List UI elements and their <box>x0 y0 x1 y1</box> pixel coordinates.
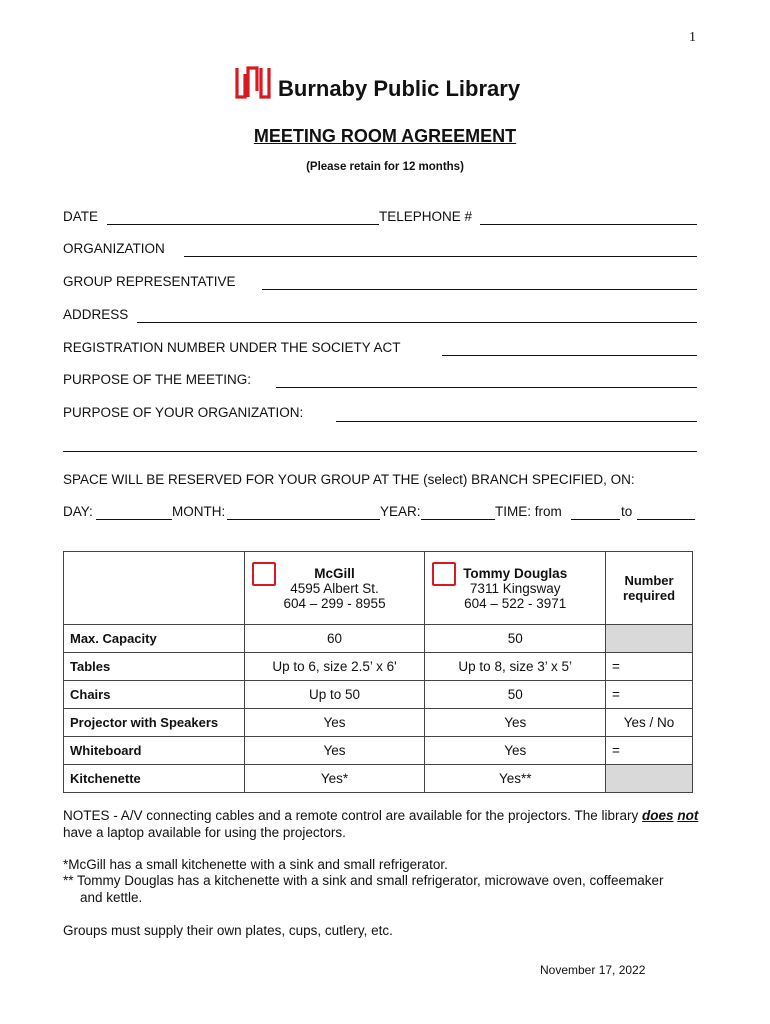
branch-tommy-douglas-cell <box>425 552 606 625</box>
mcgill-checkbox[interactable] <box>252 562 276 586</box>
number-cell-disabled <box>606 625 693 653</box>
footer-date: November 17, 2022 <box>540 963 646 977</box>
notes-emphasis-not: not <box>677 808 699 823</box>
reserve-statement: SPACE WILL BE RESERVED FOR YOUR GROUP AT THE (select) BRANCH SPECIFIED, ON: <box>63 472 635 487</box>
table-row <box>64 653 693 681</box>
year-field[interactable] <box>421 519 495 520</box>
purpose-org-label: PURPOSE OF YOUR ORGANIZATION: <box>63 405 304 420</box>
time-from-label: TIME: from <box>495 504 562 519</box>
number-header-line2: required <box>623 588 676 603</box>
notes-mcgill-kitchen: *McGill has a small kitchenette with a sink and small refrigerator. <box>63 857 448 872</box>
row-label: Whiteboard <box>64 737 245 765</box>
number-input-cell[interactable]: = <box>606 653 693 681</box>
number-cell-disabled <box>606 765 693 793</box>
notes-tommy-kitchen: ** Tommy Douglas has a kitchenette with a sink and small refrigerator, microwave oven, coffeemaker <box>63 873 664 888</box>
tommy-value: Yes <box>425 737 606 765</box>
mcgill-value: Yes <box>244 709 425 737</box>
branch-phone: 604 – 299 - 8955 <box>283 595 386 611</box>
row-label: Max. Capacity <box>64 625 245 653</box>
tommy-douglas-checkbox[interactable] <box>432 562 456 586</box>
notes-av <box>63 807 703 841</box>
organization-field[interactable] <box>184 256 697 257</box>
number-input-cell[interactable]: = <box>606 681 693 709</box>
year-label: YEAR: <box>380 504 421 519</box>
branch-name: Tommy Douglas <box>463 565 568 581</box>
number-required-header <box>606 552 693 625</box>
purpose-org-field[interactable] <box>336 421 697 422</box>
branch-name: McGill <box>314 565 355 581</box>
purpose-meeting-label: PURPOSE OF THE MEETING: <box>63 372 252 387</box>
date-label: DATE <box>63 209 99 224</box>
branch-mcgill-cell <box>244 552 425 625</box>
tommy-value: Up to 8, size 3’ x 5’ <box>425 653 606 681</box>
empty-header-cell <box>64 552 245 625</box>
day-label: DAY: <box>63 504 93 519</box>
notes-tommy-kitchen-cont: and kettle. <box>80 890 143 905</box>
mcgill-value: Yes* <box>244 765 425 793</box>
month-label: MONTH: <box>172 504 226 519</box>
telephone-label: TELEPHONE # <box>379 209 473 224</box>
row-label: Kitchenette <box>64 765 245 793</box>
purpose-org-field-continued[interactable] <box>63 451 697 452</box>
registration-label: REGISTRATION NUMBER UNDER THE SOCIETY ACT <box>63 340 401 355</box>
time-to-field[interactable] <box>637 519 695 520</box>
tommy-value: Yes <box>425 709 606 737</box>
branch-address: 7311 Kingsway <box>469 580 561 596</box>
time-to-label: to <box>621 504 633 519</box>
telephone-field[interactable] <box>480 224 697 225</box>
branch-phone: 604 – 522 - 3971 <box>464 595 567 611</box>
mcgill-value: Up to 6, size 2.5’ x 6' <box>244 653 425 681</box>
time-from-field[interactable] <box>571 519 620 520</box>
address-field[interactable] <box>137 322 697 323</box>
row-label: Tables <box>64 653 245 681</box>
notes-supplies: Groups must supply their own plates, cups, cutlery, etc. <box>63 923 393 938</box>
page-subtitle: (Please retain for 12 months) <box>306 161 464 173</box>
number-input-cell[interactable]: = <box>606 737 693 765</box>
table-header-row <box>64 552 693 625</box>
number-input-cell[interactable]: Yes / No <box>606 709 693 737</box>
notes-av-text-end: have a laptop available for using the projectors. <box>63 825 346 840</box>
number-header-line1: Number <box>624 573 674 588</box>
table-row <box>64 681 693 709</box>
tommy-value: 50 <box>425 625 606 653</box>
rooms-table <box>63 551 693 793</box>
row-label: Chairs <box>64 681 245 709</box>
group-rep-label: GROUP REPRESENTATIVE <box>63 274 236 289</box>
branch-address: 4595 Albert St. <box>290 580 379 596</box>
month-field[interactable] <box>227 519 380 520</box>
mcgill-value: 60 <box>244 625 425 653</box>
notes-emphasis-does: does <box>642 808 674 823</box>
tommy-value: Yes** <box>425 765 606 793</box>
library-logo-icon <box>234 64 272 100</box>
date-field[interactable] <box>107 224 379 225</box>
organization-label: ORGANIZATION <box>63 241 165 256</box>
purpose-meeting-field[interactable] <box>276 387 697 388</box>
row-label: Projector with Speakers <box>64 709 245 737</box>
table-row <box>64 765 693 793</box>
notes-av-text: NOTES - A/V connecting cables and a remote control are available for the projectors. The library <box>63 808 643 823</box>
group-rep-field[interactable] <box>262 289 697 290</box>
day-field[interactable] <box>96 519 172 520</box>
address-label: ADDRESS <box>63 307 129 322</box>
library-name: Burnaby Public Library <box>278 76 521 101</box>
mcgill-value: Up to 50 <box>244 681 425 709</box>
page-title: MEETING ROOM AGREEMENT <box>253 126 517 146</box>
tommy-value: 50 <box>425 681 606 709</box>
table-row <box>64 625 693 653</box>
table-row <box>64 709 693 737</box>
registration-field[interactable] <box>442 355 697 356</box>
mcgill-value: Yes <box>244 737 425 765</box>
page-number: 1 <box>689 30 696 45</box>
table-row <box>64 737 693 765</box>
